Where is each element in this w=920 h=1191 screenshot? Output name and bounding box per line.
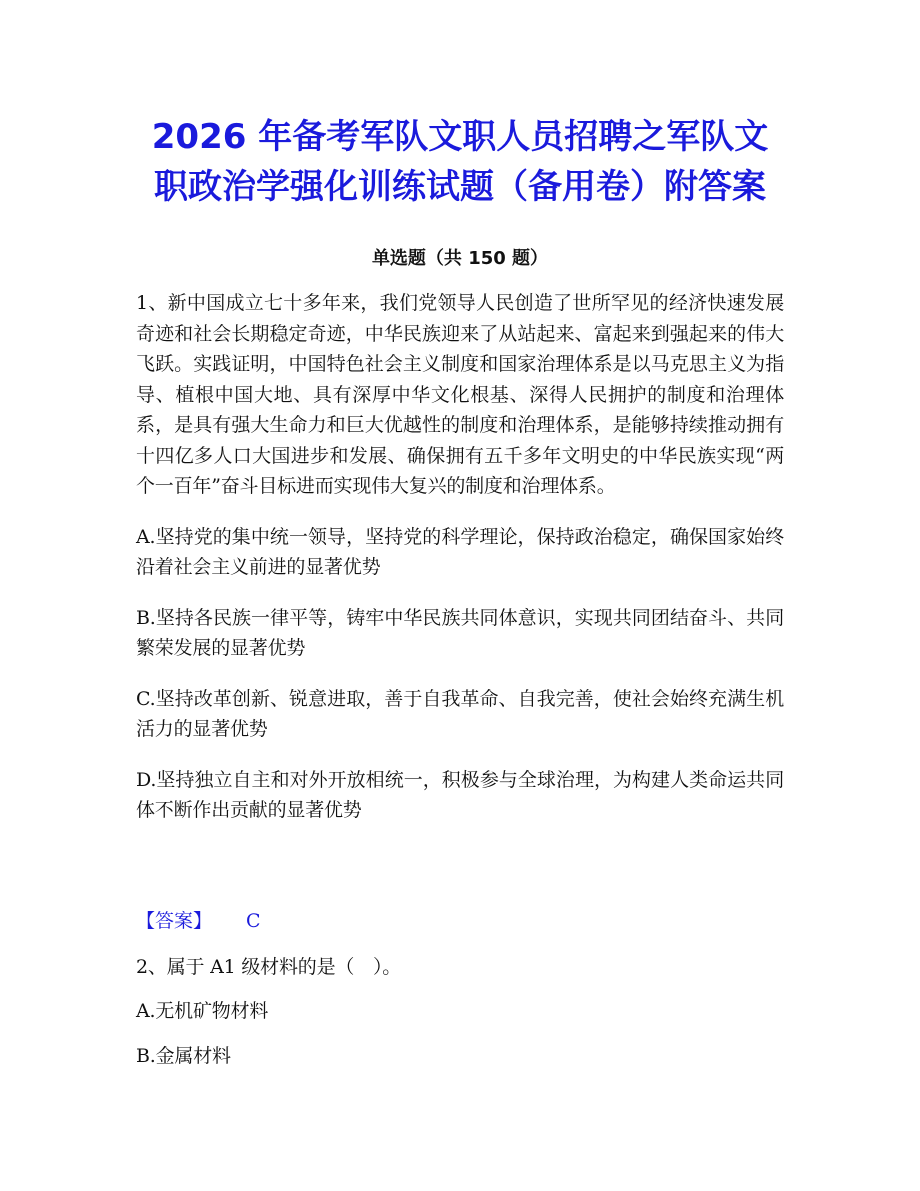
section-heading: 单选题（共 150 题）	[371, 248, 549, 269]
question-1-option-c: C.坚持改革创新、锐意进取，善于自我革命、自我完善，使社会始终充满生机活力的显著优势	[136, 687, 784, 740]
question-2-option-a: A.无机矿物材料	[136, 1000, 269, 1022]
document-title: 2026 年备考军队文职人员招聘之军队文职政治学强化训练试题（备用卷）附答案	[151, 117, 769, 207]
answer-label: 【答案】	[136, 909, 213, 932]
question-2-stem: 2、属于 A1 级材料的是（ ）。	[136, 955, 402, 978]
answer-value: C	[246, 909, 261, 932]
question-1-option-d: D.坚持独立自主和对外开放相统一，积极参与全球治理，为构建人类命运共同体不断作出贡献的显著优势	[136, 768, 784, 821]
question-1-option-b: B.坚持各民族一律平等，铸牢中华民族共同体意识，实现共同团结奋斗、共同繁荣发展的显著优势	[136, 606, 784, 659]
question-1-option-a: A.坚持党的集中统一领导，坚持党的科学理论，保持政治稳定，确保国家始终沿着社会主义前进的显著优势	[136, 525, 784, 578]
question-1-answer	[136, 906, 784, 936]
question-2-option-b: B.金属材料	[136, 1044, 231, 1067]
question-1-stem: 1、新中国成立七十多年来，我们党领导人民创造了世所罕见的经济快速发展奇迹和社会长期稳定奇迹，中华民族迎来了从站起来、富起来到强起来的伟大飞跃。实践证明，中国特色社会主义制度和国家治理体系是以马克思主义为指导、植根中国大地、具有深厚中华文化根基、深得人民拥护的制度和治理体系，是具有强大生命力和巨大优越性的制度和治理体系，是能够持续推动拥有十四亿多人口大国进步和发展、确保拥有五千多年文明史的中华民族实现“两个一百年”奋斗目标进而实现伟大复兴的制度和治理体系。	[136, 292, 784, 497]
